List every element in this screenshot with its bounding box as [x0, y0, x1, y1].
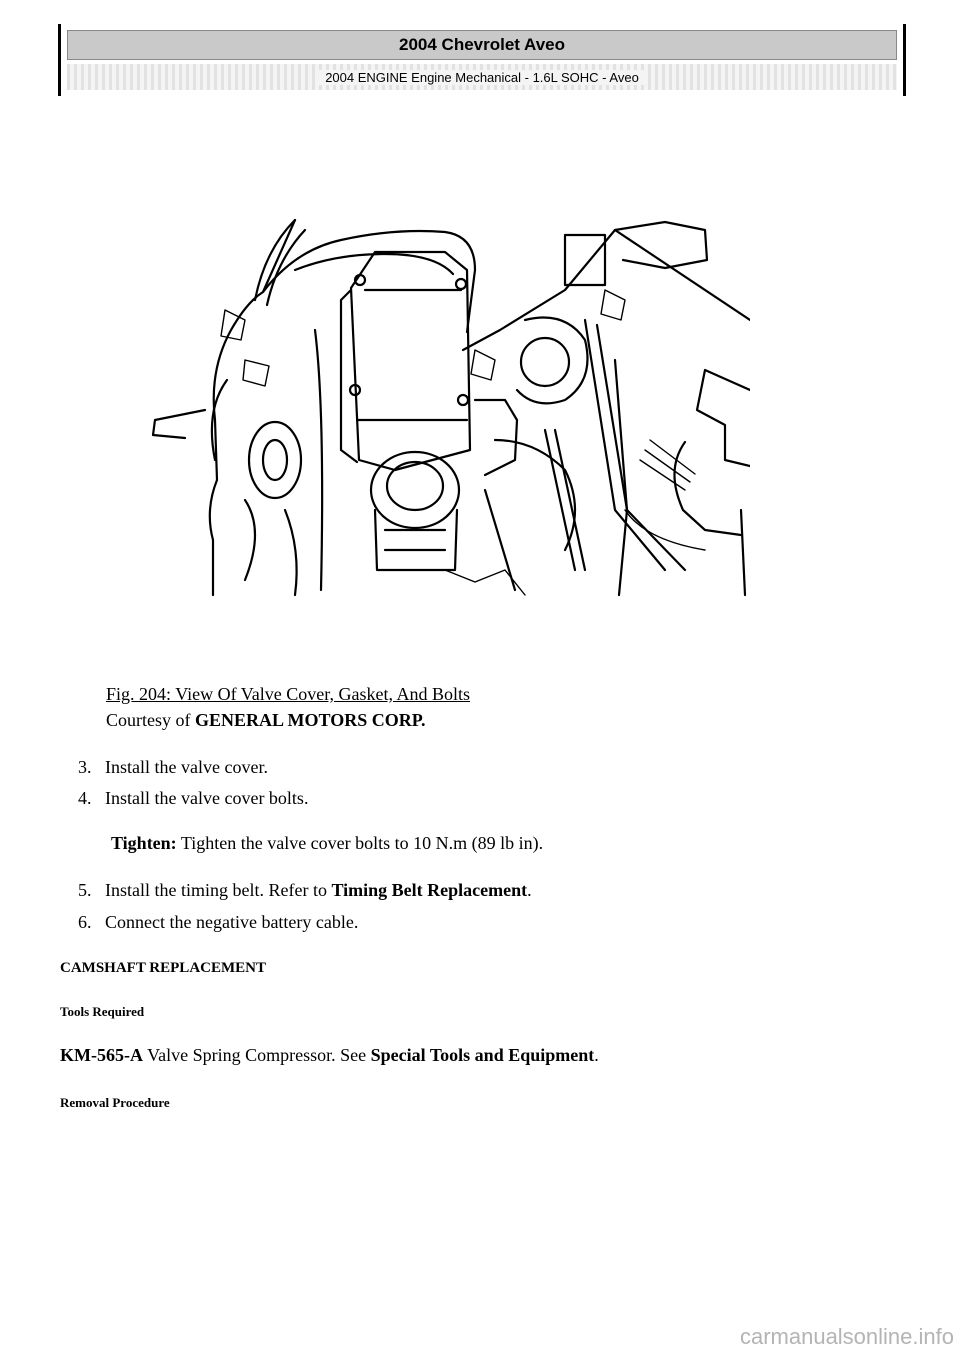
courtesy-prefix: Courtesy of	[106, 710, 195, 730]
step-4	[78, 788, 308, 809]
figure-courtesy	[106, 707, 470, 733]
oil-filler-cap	[371, 452, 459, 570]
right-components	[475, 222, 707, 590]
step-number: 6.	[78, 912, 92, 932]
header-title: 2004 Chevrolet Aveo	[67, 30, 897, 60]
tools-heading: Tools Required	[60, 1004, 145, 1019]
step-3	[78, 757, 268, 778]
wiring-detail	[221, 290, 705, 595]
figure-caption	[106, 681, 470, 733]
timing-belt-link[interactable]: Timing Belt Replacement	[331, 880, 528, 900]
special-tools-link[interactable]: Special Tools and Equipment	[370, 1045, 595, 1065]
page-header	[58, 24, 906, 96]
step-text: Install the timing belt. Refer to	[105, 880, 332, 900]
tool-code: KM-565-A	[60, 1045, 143, 1065]
section-title: CAMSHAFT REPLACEMENT	[60, 960, 266, 976]
tool-line	[60, 1045, 599, 1066]
step-text: Install the valve cover.	[105, 757, 268, 777]
step-number: 3.	[78, 757, 92, 777]
step-5	[78, 880, 532, 901]
step-text-end: .	[527, 880, 532, 900]
tool-text-end: .	[594, 1045, 599, 1065]
watermark: carmanualsonline.info	[739, 1324, 954, 1349]
step-text: Install the valve cover bolts.	[105, 788, 309, 808]
header-subtitle: 2004 ENGINE Engine Mechanical - 1.6L SOHC - Aveo	[317, 70, 647, 85]
engine-block-outline	[210, 220, 750, 595]
valve-cover-body	[341, 252, 470, 470]
step-6	[78, 912, 358, 933]
header-subtitle-bar	[67, 64, 897, 90]
figure-title: Fig. 204: View Of Valve Cover, Gasket, And Bolts	[106, 684, 471, 704]
tighten-text: Tighten the valve cover bolts to 10 N.m (89 lb in).	[176, 833, 544, 853]
tighten-spec	[111, 833, 543, 854]
step-text: Connect the negative battery cable.	[105, 912, 359, 932]
tool-text: Valve Spring Compressor. See	[142, 1045, 371, 1065]
procedure-heading: Removal Procedure	[60, 1095, 170, 1110]
courtesy-org: GENERAL MOTORS CORP.	[195, 710, 426, 730]
step-number: 5.	[78, 880, 92, 900]
step-number: 4.	[78, 788, 92, 808]
engine-valve-cover-illustration	[145, 210, 750, 600]
left-hoses	[153, 220, 322, 595]
tighten-label: Tighten:	[111, 833, 177, 853]
